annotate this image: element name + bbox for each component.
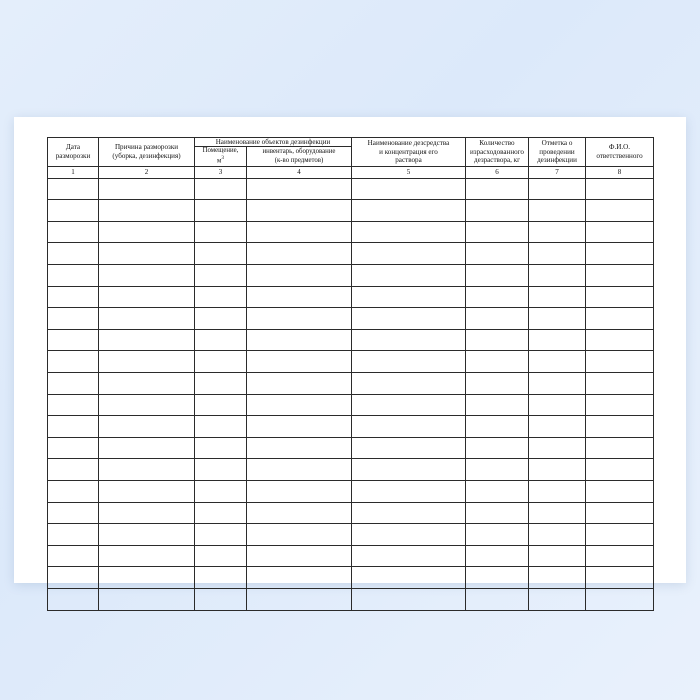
table-cell[interactable] [247, 265, 352, 287]
table-cell[interactable] [247, 567, 352, 589]
table-cell[interactable] [48, 437, 99, 459]
table-cell[interactable] [195, 308, 247, 330]
table-cell[interactable] [586, 265, 654, 287]
table-cell[interactable] [352, 308, 466, 330]
table-cell[interactable] [48, 459, 99, 481]
table-cell[interactable] [48, 394, 99, 416]
table-cell[interactable] [247, 502, 352, 524]
table-cell[interactable] [195, 502, 247, 524]
table-header-group-row [48, 138, 654, 147]
header-line: и концентрация его [379, 147, 438, 156]
table-cell[interactable] [48, 308, 99, 330]
table-cell[interactable] [529, 286, 586, 308]
table-cell[interactable] [529, 588, 586, 610]
table-cell[interactable] [99, 286, 195, 308]
table-row[interactable] [48, 416, 654, 438]
table-cell[interactable] [99, 373, 195, 395]
column-number: 3 [195, 166, 247, 178]
table-cell[interactable] [466, 588, 529, 610]
table-cell[interactable] [586, 243, 654, 265]
table-cell[interactable] [352, 329, 466, 351]
column-number: 6 [466, 166, 529, 178]
table-cell[interactable] [195, 200, 247, 222]
table-row[interactable] [48, 329, 654, 351]
table-cell[interactable] [195, 221, 247, 243]
table-cell[interactable] [352, 416, 466, 438]
header-line: (к-во предметов) [274, 156, 324, 164]
table-cell[interactable] [586, 545, 654, 567]
table-cell[interactable] [529, 416, 586, 438]
table-cell[interactable] [352, 588, 466, 610]
table-row[interactable] [48, 221, 654, 243]
table-cell[interactable] [247, 329, 352, 351]
column-number: 1 [48, 166, 99, 178]
table-cell[interactable] [529, 178, 586, 200]
table-cell[interactable] [48, 329, 99, 351]
header-line: Дата [65, 143, 81, 152]
table-cell[interactable] [247, 178, 352, 200]
table-cell[interactable] [529, 502, 586, 524]
table-cell[interactable] [247, 588, 352, 610]
table-cell[interactable] [466, 567, 529, 589]
table-cell[interactable] [99, 524, 195, 546]
header-line: Помещение, [202, 147, 239, 155]
table-cell[interactable] [466, 459, 529, 481]
table-cell[interactable] [48, 200, 99, 222]
table-cell[interactable] [48, 567, 99, 589]
table-row[interactable] [48, 308, 654, 330]
table-cell[interactable] [247, 416, 352, 438]
table-row[interactable] [48, 524, 654, 546]
table-cell[interactable] [247, 394, 352, 416]
header-line: израсходованного [470, 147, 524, 156]
table-cell[interactable] [352, 437, 466, 459]
table-cell[interactable] [352, 524, 466, 546]
table-row[interactable] [48, 351, 654, 373]
header-line: разморозки [55, 151, 91, 160]
table-cell[interactable] [529, 545, 586, 567]
table-cell[interactable] [195, 373, 247, 395]
table-cell[interactable] [466, 437, 529, 459]
table-cell[interactable] [352, 394, 466, 416]
table-cell[interactable] [195, 545, 247, 567]
table-cell[interactable] [466, 480, 529, 502]
table-cell[interactable] [586, 200, 654, 222]
table-cell[interactable] [466, 416, 529, 438]
header-cell-mark [529, 138, 586, 167]
table-cell[interactable] [48, 286, 99, 308]
document-sheet [14, 117, 686, 583]
table-cell[interactable] [99, 459, 195, 481]
header-line: проведении [539, 147, 575, 156]
table-cell[interactable] [247, 308, 352, 330]
table-cell[interactable] [48, 416, 99, 438]
table-cell[interactable] [352, 567, 466, 589]
table-cell[interactable] [586, 567, 654, 589]
table-row[interactable] [48, 286, 654, 308]
table-cell[interactable] [352, 459, 466, 481]
table-cell[interactable] [352, 243, 466, 265]
header-line: Наименование дезсредства [367, 139, 450, 148]
table-cell[interactable] [586, 459, 654, 481]
table-cell[interactable] [247, 524, 352, 546]
table-cell[interactable] [586, 351, 654, 373]
table-row[interactable] [48, 588, 654, 610]
table-cell[interactable] [529, 200, 586, 222]
table-cell[interactable] [529, 480, 586, 502]
table-cell[interactable] [99, 329, 195, 351]
table-cell[interactable] [466, 221, 529, 243]
table-row[interactable] [48, 480, 654, 502]
header-cell-date [48, 138, 99, 167]
table-cell[interactable] [586, 178, 654, 200]
table-cell[interactable] [99, 308, 195, 330]
table-cell[interactable] [195, 524, 247, 546]
table-cell[interactable] [195, 243, 247, 265]
header-line: дезраствора, кг [473, 156, 521, 164]
table-row[interactable] [48, 373, 654, 395]
table-cell[interactable] [529, 459, 586, 481]
table-cell[interactable] [529, 329, 586, 351]
header-line: Ф.И.О. [608, 143, 631, 152]
table-cell[interactable] [99, 351, 195, 373]
table-cell[interactable] [48, 480, 99, 502]
table-cell[interactable] [48, 221, 99, 243]
table-body [48, 178, 654, 610]
table-cell[interactable] [466, 394, 529, 416]
table-cell[interactable] [195, 416, 247, 438]
table-cell[interactable] [586, 588, 654, 610]
header-line: инвентарь, оборудование [262, 148, 336, 156]
table-cell[interactable] [247, 200, 352, 222]
table-cell[interactable] [586, 437, 654, 459]
table-container [47, 137, 653, 611]
column-number: 2 [99, 166, 195, 178]
table-row[interactable] [48, 178, 654, 200]
table-cell[interactable] [466, 545, 529, 567]
table-cell[interactable] [99, 200, 195, 222]
header-cell-reason [99, 138, 195, 167]
table-cell[interactable] [99, 545, 195, 567]
table-cell[interactable] [352, 373, 466, 395]
table-cell[interactable] [195, 394, 247, 416]
table-cell[interactable] [99, 221, 195, 243]
table-cell[interactable] [529, 394, 586, 416]
table-cell[interactable] [529, 524, 586, 546]
table-cell[interactable] [99, 567, 195, 589]
header-line: Причина разморозки [114, 143, 179, 152]
table-cell[interactable] [466, 178, 529, 200]
table-cell[interactable] [466, 265, 529, 287]
table-cell[interactable] [529, 221, 586, 243]
table-cell[interactable] [99, 437, 195, 459]
table-cell[interactable] [586, 373, 654, 395]
column-number: 8 [586, 166, 654, 178]
header-cell-quantity [466, 138, 529, 167]
column-number: 5 [352, 166, 466, 178]
table-cell[interactable] [195, 588, 247, 610]
table-cell[interactable] [352, 545, 466, 567]
table-row[interactable] [48, 502, 654, 524]
table-cell[interactable] [352, 200, 466, 222]
table-cell[interactable] [352, 502, 466, 524]
table-cell[interactable] [529, 308, 586, 330]
table-cell[interactable] [195, 178, 247, 200]
table-cell[interactable] [529, 373, 586, 395]
table-cell[interactable] [195, 567, 247, 589]
table-row[interactable] [48, 200, 654, 222]
table-cell[interactable] [352, 480, 466, 502]
table-cell[interactable] [247, 459, 352, 481]
table-cell[interactable] [195, 437, 247, 459]
table-cell[interactable] [529, 567, 586, 589]
table-cell[interactable] [48, 502, 99, 524]
table-cell[interactable] [247, 351, 352, 373]
column-number: 7 [529, 166, 586, 178]
table-cell[interactable] [247, 286, 352, 308]
table-cell[interactable] [586, 502, 654, 524]
table-cell[interactable] [586, 394, 654, 416]
header-line: раствора [395, 156, 422, 164]
table-cell[interactable] [195, 459, 247, 481]
table-cell[interactable] [352, 351, 466, 373]
disinfection-register-table [47, 137, 654, 611]
table-cell[interactable] [586, 480, 654, 502]
column-number: 4 [247, 166, 352, 178]
table-cell[interactable] [99, 480, 195, 502]
table-cell[interactable] [48, 545, 99, 567]
table-cell[interactable] [466, 329, 529, 351]
table-cell[interactable] [48, 588, 99, 610]
header-line: Количество [479, 139, 515, 148]
table-cell[interactable] [247, 545, 352, 567]
table-cell[interactable] [48, 373, 99, 395]
table-cell[interactable] [466, 524, 529, 546]
table-cell[interactable] [352, 286, 466, 308]
table-cell[interactable] [586, 286, 654, 308]
table-cell[interactable] [352, 265, 466, 287]
table-row[interactable] [48, 567, 654, 589]
table-cell[interactable] [466, 308, 529, 330]
table-row[interactable] [48, 265, 654, 287]
header-cell-room [195, 147, 247, 166]
table-cell[interactable] [48, 524, 99, 546]
table-cell[interactable] [529, 351, 586, 373]
table-cell[interactable] [195, 286, 247, 308]
table-cell[interactable] [99, 243, 195, 265]
table-cell[interactable] [466, 351, 529, 373]
table-cell[interactable] [466, 286, 529, 308]
header-line: дезинфекции [537, 156, 577, 164]
table-cell[interactable] [466, 200, 529, 222]
table-cell[interactable] [99, 502, 195, 524]
table-cell[interactable] [352, 178, 466, 200]
superscript-three: 3 [221, 155, 224, 162]
table-cell[interactable] [529, 243, 586, 265]
table-cell[interactable] [99, 265, 195, 287]
header-line-room-units: $м^3$ [217, 155, 224, 165]
table-cell[interactable] [586, 524, 654, 546]
table-cell[interactable] [247, 221, 352, 243]
header-cell-inventory [247, 147, 352, 166]
header-cell-responsible [586, 138, 654, 167]
table-cell[interactable] [529, 437, 586, 459]
table-cell[interactable] [195, 480, 247, 502]
table-row[interactable] [48, 243, 654, 265]
header-line: ответственного [596, 151, 643, 160]
table-cell[interactable] [99, 588, 195, 610]
table-cell[interactable] [99, 394, 195, 416]
table-cell[interactable] [195, 265, 247, 287]
table-cell[interactable] [466, 243, 529, 265]
header-cell-agent [352, 138, 466, 167]
table-cell[interactable] [586, 329, 654, 351]
table-cell[interactable] [48, 351, 99, 373]
table-cell[interactable] [352, 221, 466, 243]
table-row[interactable] [48, 394, 654, 416]
header-cell-objects-group: Наименование объектов дезинфекции [195, 138, 352, 147]
table-cell[interactable] [247, 480, 352, 502]
table-cell[interactable] [48, 178, 99, 200]
table-cell[interactable] [247, 243, 352, 265]
header-line: Отметка о [541, 139, 573, 148]
table-cell[interactable] [586, 221, 654, 243]
table-cell[interactable] [48, 243, 99, 265]
table-cell[interactable] [247, 437, 352, 459]
header-line: (уборка, дезинфекция) [112, 151, 181, 160]
table-row[interactable] [48, 459, 654, 481]
table-cell[interactable] [247, 373, 352, 395]
table-cell[interactable] [466, 373, 529, 395]
table-cell[interactable] [529, 265, 586, 287]
table-cell[interactable] [586, 308, 654, 330]
table-cell[interactable] [586, 416, 654, 438]
table-cell[interactable] [195, 329, 247, 351]
table-cell[interactable] [99, 178, 195, 200]
table-row[interactable] [48, 437, 654, 459]
table-row[interactable] [48, 545, 654, 567]
table-cell[interactable] [99, 416, 195, 438]
table-cell[interactable] [195, 351, 247, 373]
table-cell[interactable] [48, 265, 99, 287]
table-cell[interactable] [466, 502, 529, 524]
column-number-row [48, 166, 654, 178]
